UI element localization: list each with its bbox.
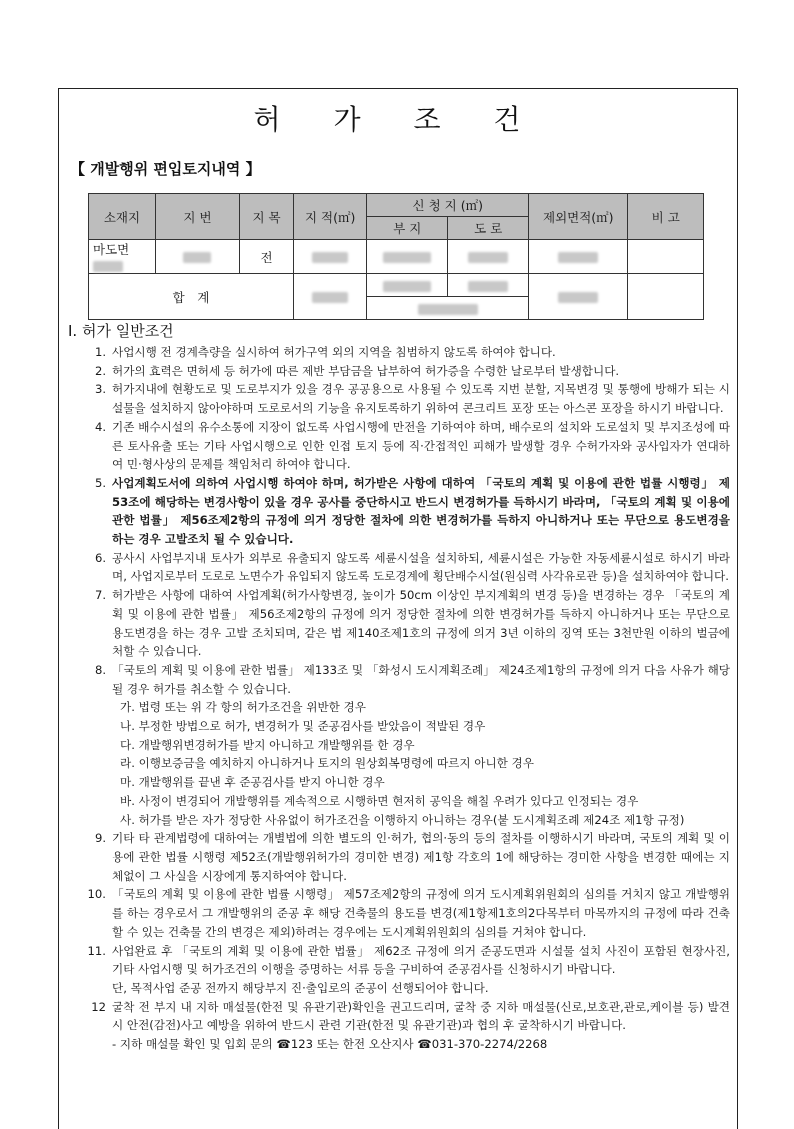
item-number: 7. [94, 588, 106, 603]
cell-jibeon [155, 240, 239, 274]
redacted-mark [468, 281, 508, 292]
cell-total-sum [367, 297, 529, 320]
item-number: 4. [94, 419, 106, 434]
cell-jeoe [529, 240, 628, 274]
cell-total-buji [367, 274, 448, 297]
item-number: 5. [94, 475, 106, 490]
cell-bigo [628, 240, 704, 274]
header-jeoe: 제외면적(㎡) [529, 194, 628, 240]
cell-total-jeoe [529, 274, 628, 320]
item-text: 공사시 사업부지내 토사가 외부로 유출되지 않도록 세륜시설을 설치하되, 세륜시설은 가능한 자동세륜시설로 하시기 바라며, 사업지로부터 도로로 노면수가 유입되지 않도록 도로경계에 횡단배수시설(원심력 사각유로관 등)을 설치하여야 합니다. [112, 550, 731, 584]
redacted-mark [383, 252, 431, 263]
redacted-mark [183, 252, 211, 263]
item-number: 6. [94, 550, 106, 565]
item-text: 허가지내에 현황도로 및 도로부지가 있을 경우 공공용으로 사용될 수 있도록 지번 분할, 지목변경 및 통행에 방해가 되는 시설물을 설치하지 않아야하며 도로로서의 기능을 유지토록하기 위하여 콘크리트 포장 또는 아스콘 포장을 하시기 바랍니다. [112, 382, 730, 416]
item-number: 9. [94, 831, 106, 846]
sub-item: 바. 사정이 변경되어 개발행위를 계속적으로 시행하면 현저히 공익을 해칠 우려가 있다고 인정되는 경우 [120, 793, 639, 808]
list-item [80, 362, 730, 381]
item-number: 2. [94, 363, 106, 378]
header-doro: 도 로 [448, 217, 529, 240]
item-number: 3. [94, 382, 106, 397]
list-item [80, 418, 730, 474]
cell-jijeok [293, 240, 366, 274]
redacted-mark [418, 304, 478, 315]
sub-item: 다. 개발행위변경허가를 받지 아니하고 개발행위를 한 경우 [120, 737, 415, 752]
header-bigo: 비 고 [628, 194, 704, 240]
redacted-mark [312, 292, 348, 303]
sub-item: 나. 부정한 방법으로 허가, 변경허가 및 준공검사를 받았음이 적발된 경우 [120, 719, 486, 734]
cell-sojaeji [89, 240, 156, 274]
conditions-body [80, 343, 730, 1054]
item-number: 1. [94, 345, 106, 359]
page-title: 허 가 조 건 [253, 103, 543, 136]
list-item [80, 474, 730, 549]
redacted-mark [383, 281, 431, 292]
item-text: 허가의 효력은 면허세 등 허가에 따른 제반 부담금을 납부하여 허가증을 수령한 날로부터 발생합니다. [112, 363, 620, 378]
sojaeji-text: 마도면 [93, 242, 130, 257]
list-item [80, 661, 730, 698]
header-sincheong: 신 청 지 (㎡) [367, 194, 529, 217]
item-number: 11. [87, 943, 106, 958]
list-item [80, 829, 730, 885]
item-text: 사업완료 후 「국토의 계획 및 이용에 관한 법률」 제62조 규정에 의거 준공도면과 시설물 설치 사진이 포함된 현장사진, 기타 사업시행 및 허가조건의 이행을 증명하는 서류 등을 구비하여 준공검사를 신청하시기 바랍니다. [112, 943, 730, 977]
list-item [80, 380, 730, 417]
section-heading-land: 【 개발행위 편입토지내역 】 [70, 160, 261, 178]
cell-doro [448, 240, 529, 274]
cell-total-doro [448, 274, 529, 297]
header-sojaeji: 소재지 [89, 194, 156, 240]
land-table [88, 193, 704, 320]
item-text: 사업시행 전 경계측량을 실시하여 허가구역 외의 지역을 침범하지 않도록 하여야 합니다. [112, 345, 556, 359]
redacted-mark [558, 292, 598, 303]
list-item [80, 998, 730, 1035]
list-item [80, 343, 730, 362]
list-item [80, 586, 730, 661]
item-text: 굴착 전 부지 내 지하 매설물(한전 및 유관기관)확인을 권고드리며, 굴착 중 지하 매설물(신로,보호관,관로,케이블 등) 발견 시 안전(감전)사고 예방을 위하여 반드시 관련 기관(한전 및 유관기관)과 협의 후 굴착하시기 바랍니다. [112, 999, 730, 1033]
section-heading-general: Ⅰ. 허가 일반조건 [68, 322, 174, 340]
list-item [80, 979, 730, 998]
sub-item: 마. 개발행위를 끝낸 후 준공검사를 받지 아니한 경우 [120, 775, 385, 790]
cell-buji [367, 240, 448, 274]
sub-item: 가. 법령 또는 위 각 항의 허가조건을 위반한 경우 [120, 700, 366, 715]
note-12: - 지하 매설물 확인 및 입회 문의 ☎123 또는 한전 오산지사 ☎031-370-2274/2268 [112, 1037, 548, 1052]
list-item [80, 885, 730, 941]
redacted-mark [93, 261, 123, 272]
item-text: 「국토의 계획 및 이용에 관한 법률 시행령」 제57조제2항의 규정에 의거 도시계획위원회의 심의를 거치지 않고 개발행위를 하는 경우로서 그 개발행위의 준공 후 해당 건축물의 용도를 변경(제1항제1호의2다목부터 마목까지의 규정에 따라 건축할 수 있는 건축물 간의 변경은 제외)하려는 경우에는 도시계획위원회의 심의를 거쳐야 합니다. [112, 887, 730, 939]
item-number: 8. [94, 662, 106, 677]
cell-total-jijeok [293, 274, 366, 320]
list-item [80, 942, 730, 979]
item-text: 기타 타 관계법령에 대하여는 개별법에 의한 별도의 인·허가, 협의·동의 등의 절차를 이행하시기 바라며, 국토의 계획 및 이용에 관한 법률 시행령 제52조(개발행위허가의 경미한 변경) 제1항 각호의 1에 해당하는 경미한 사항을 변경한 때에는 지체없이 그 사실을 시장에게 통지하여야 합니다. [112, 831, 730, 883]
header-jijeok: 지 적(㎡) [293, 194, 366, 240]
redacted-mark [312, 252, 348, 263]
header-jibeon: 지 번 [155, 194, 239, 240]
item-text: 「국토의 계획 및 이용에 관한 법률」 제133조 및 「화성시 도시계획조례」 제24조제1항의 규정에 의거 다음 사유가 해당 될 경우 허가를 취소할 수 있습니다. [112, 662, 730, 696]
cell-total: 합 계 [89, 274, 294, 320]
item-text: 기존 배수시설의 유수소통에 지장이 없도록 사업시행에 만전을 기하여야 하며, 배수로의 설치와 도로설치 및 부지조성에 따른 토사유출 또는 기타 사업시행으로 인한 인접 토지 등에 직·간접적인 피해가 발생할 경우 수허가자와 공사입자가 연대하여 민·형사상의 문제를 책임처리 하여야 합니다. [112, 419, 730, 472]
cell-total-bigo [628, 274, 704, 320]
redacted-mark [558, 252, 598, 263]
note-11: 단, 목적사업 준공 전까지 해당부지 진·출입로의 준공이 선행되어야 합니다. [112, 980, 489, 995]
sub-item: 사. 허가를 받은 자가 정당한 사유없이 허가조건을 이행하지 아니하는 경우(붙 도시계획조례 제24조 제1항 규정) [120, 812, 685, 827]
item-text: 허가받은 사항에 대하여 사업계획(허가사항변경, 높이가 50cm 이상인 부지계획의 변경 등)을 변경하는 경우 「국토의 계획 및 이용에 관한 법률」 제56조제2항의 규정에 의거 정당한 절차에 의한 변경허가를 득하지 아니하거나 또는 무단으로 용도변경을 하는 경우 고발 조치되며, 같은 법 제140조제1호의 규정에 의거 3년 이하의 징역 또는 3천만원 이하의 벌금에 처할 수 있습니다. [112, 588, 730, 659]
cell-jimok: 전 [240, 240, 294, 274]
list-item [80, 549, 730, 586]
item-text: 사업계획도서에 의하여 사업시행 하여야 하며, 허가받은 사항에 대하여 「국토의 계획 및 이용에 관한 법률 시행령」 제53조에 해당하는 변경사항이 있을 경우 공사를 중단하시고 반드시 변경허가를 득하시기 바라며, 「국토의 계획 및 이용에 관한 법률」 제56조제2항의 규정에 의거 정당한 절차에 의한 변경허가를 득하지 아니하거나 또는 무단으로 용도변경을 하는 경우 고발조치 될 수 있습니다. [112, 475, 730, 547]
item-number: 12 [91, 999, 106, 1014]
header-buji: 부 지 [367, 217, 448, 240]
redacted-mark [468, 252, 508, 263]
header-jimok: 지 목 [240, 194, 294, 240]
sub-item: 라. 이행보증금을 예치하지 아니하거나 토지의 원상회복명령에 따르지 아니한 경우 [120, 756, 534, 771]
item-number: 10. [87, 887, 106, 902]
